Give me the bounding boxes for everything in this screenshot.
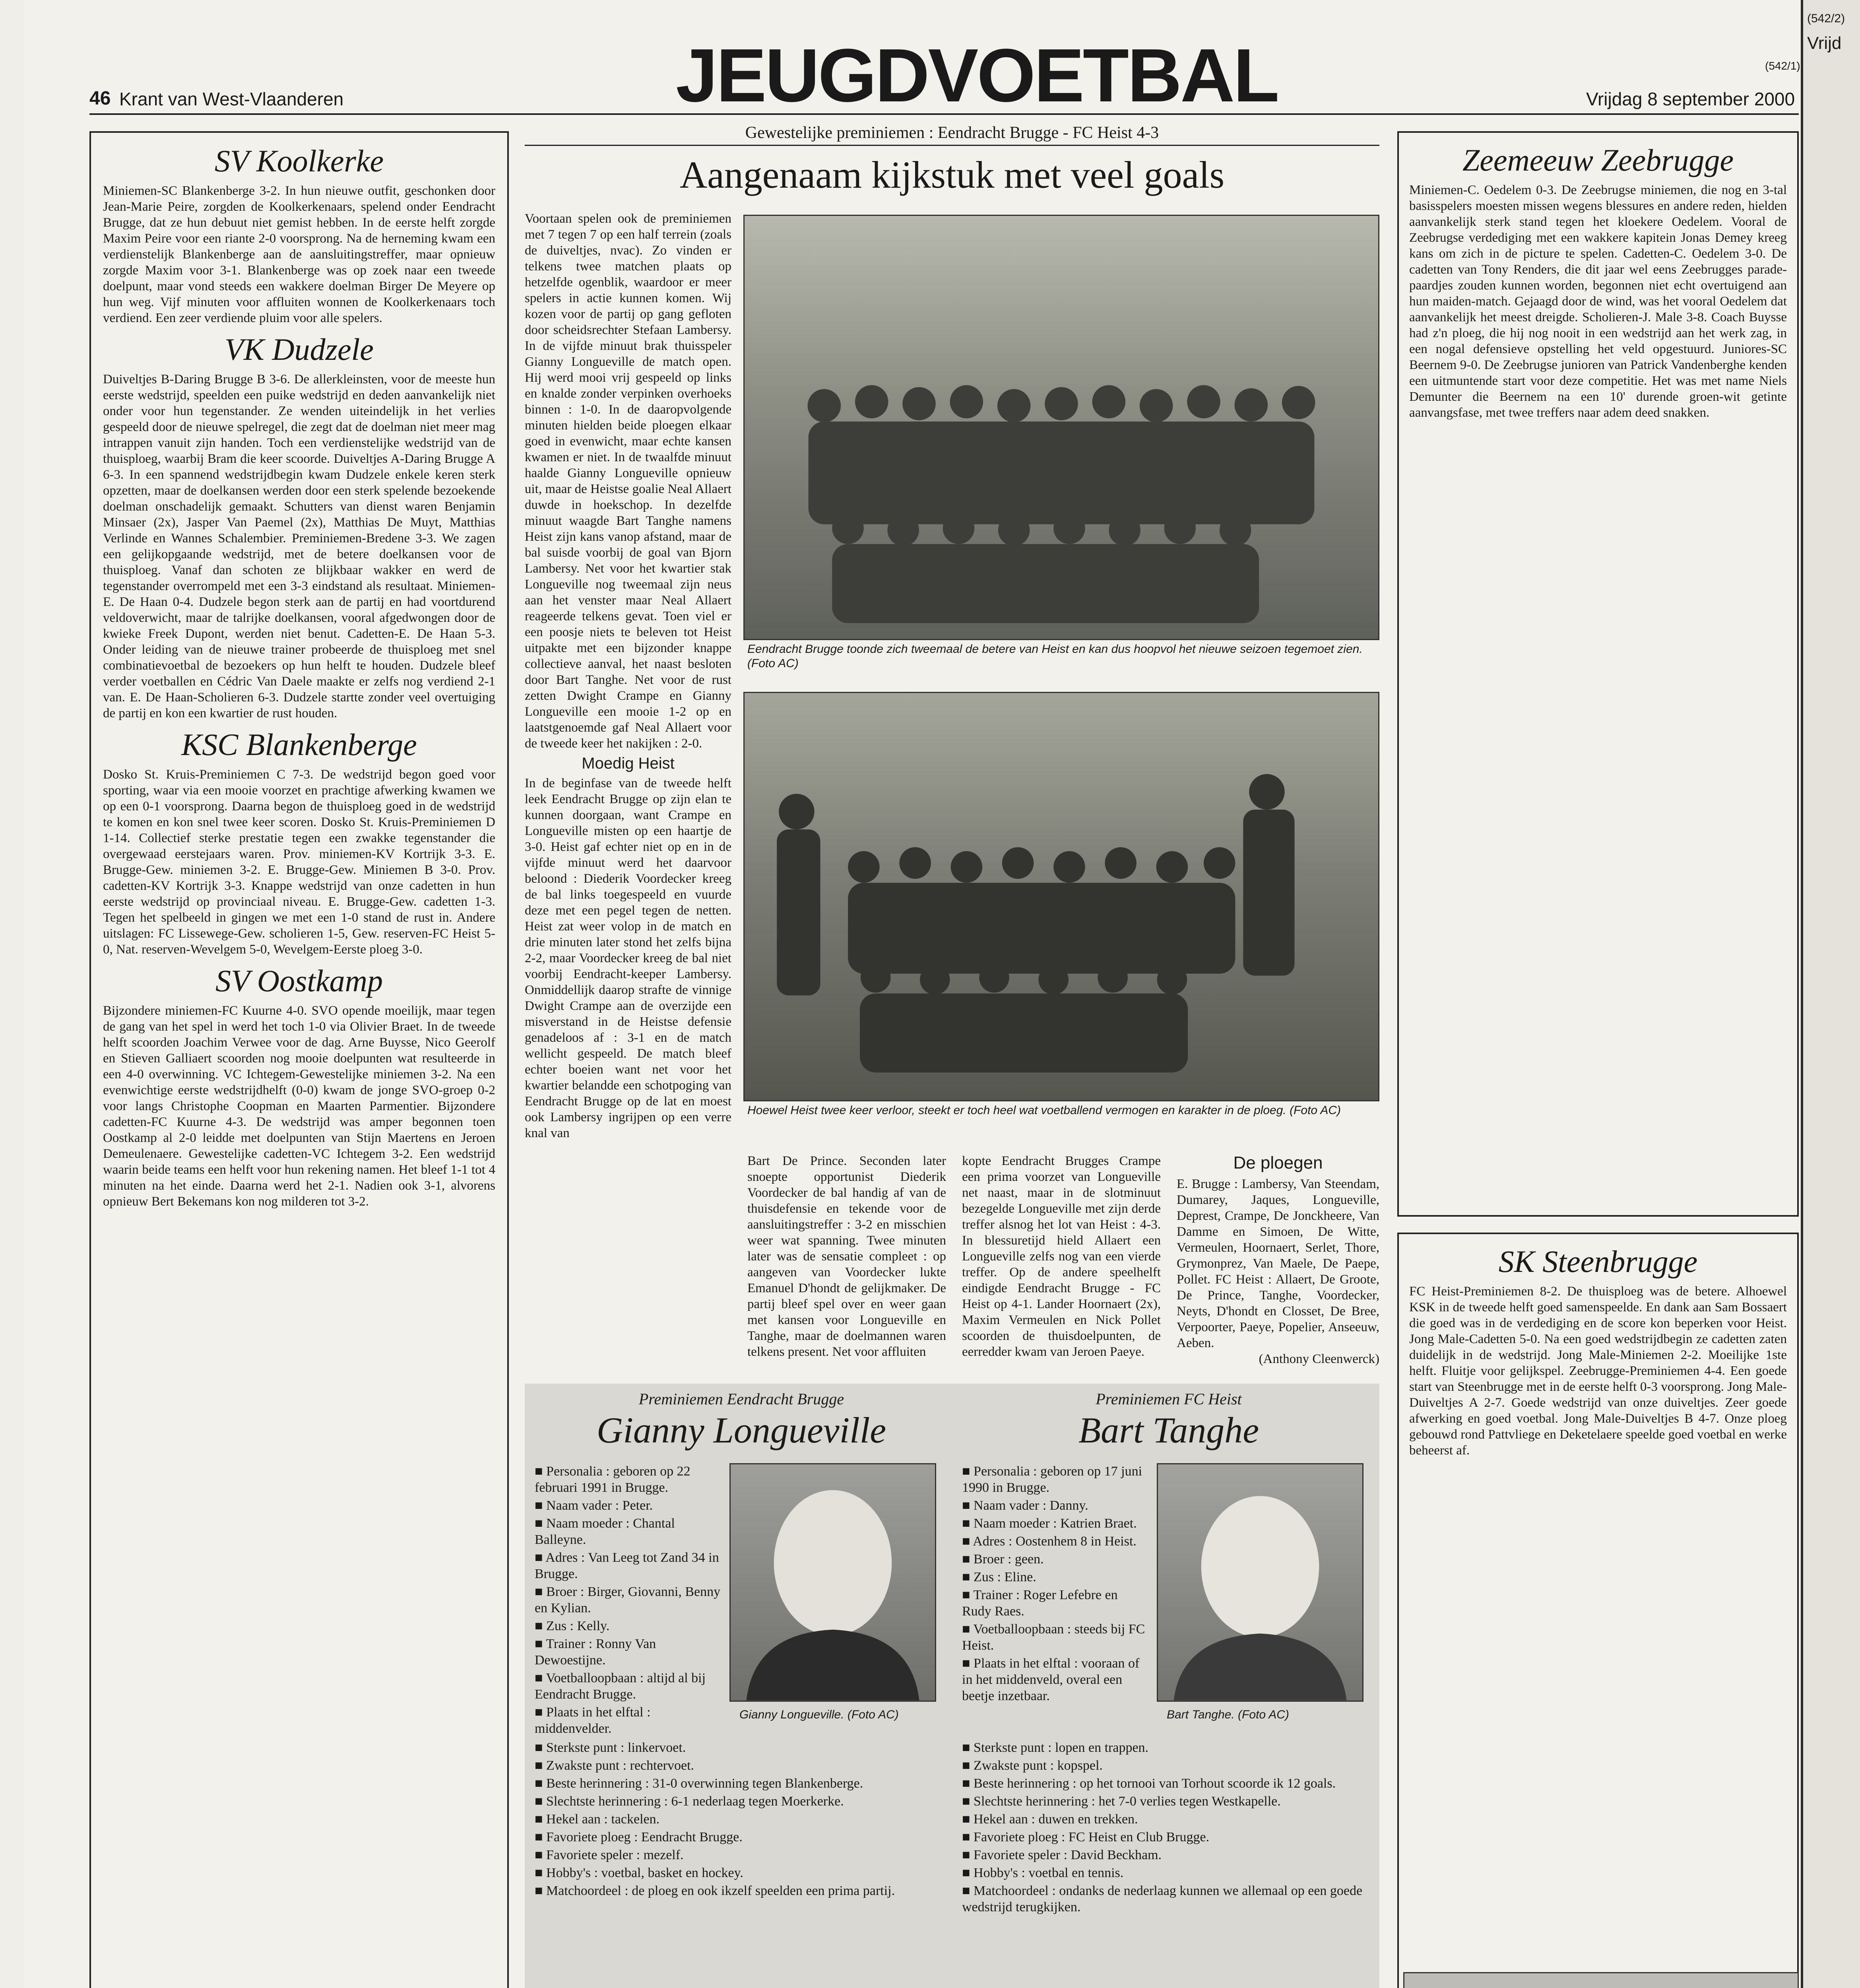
profile-fact: ■ Plaats in het elftal : middenvelder. xyxy=(535,1704,722,1737)
profile-facts-longueville xyxy=(535,1463,722,1738)
profile-name: Gianny Longueville xyxy=(596,1410,886,1450)
profile-fact: ■ Hobby's : voetbal en tennis. xyxy=(962,1865,1367,1881)
page-code: (542/1) xyxy=(1765,60,1800,72)
article-subhead: Moedig Heist xyxy=(582,755,675,772)
portrait-longueville xyxy=(729,1463,936,1702)
article-paragraph-1: Voortaan spelen ook de preminiemen met 7 tegen 7 op een half terrein (zoals de duiveltjes, nvac). Zo vinden er telkens twee matchen plaats op hetzelfde ogenblik, waardoor er meer spelers in actie kunnen komen. Wij kozen voor de partij op gang gefloten door scheidsrechter Stefaan Lambersy. In de vijfde minuut brak thuisspeler Gianny Longueville de match open. Hij werd mooi vrij gespeeld op links en knalde zonder verpinken overhoeks binnen : 1-0. In de daaropvolgende minuten hielden beide ploegen elkaar goed in evenwicht, maar echte kansen kwamen er niet. In de twaalfde minuut haalde Gianny Longueville opnieuw uit, maar de Heistse goalie Neal Allaert duwde in hoekschop. In dezelfde minuut waagde Bart Tanghe namens Heist zijn kans vanop afstand, maar de bal suisde voorbij de goal van Bjorn Lambersy. Net voor het kwartier stak Longueville nog tweemaal zijn neus aan het venster maar Neal Allaert reageerde telkens gevat. Toen viel er een poosje niets te beleven tot Heist uitpakte met een bijzonder knappe collectieve aanval, het naast besloten door Bart Tanghe. Net voor de rust zetten Dwight Crampe en Gianny Longueville een mooie 1-2 op en laatstgenoemde gaf Neal Allaert voor de tweede keer het nakijken : 2-0. xyxy=(525,212,731,751)
players-silhouettes-icon xyxy=(745,216,1378,639)
club-report-dudzele: Duiveltjes B-Daring Brugge B 3-6. De allerkleinsten, voor de meeste hun eerste wedstrijd, speelden een puike wedstrijd en deden aanvankelijk niet onder voor hun tegenstander. Ze wenden uiteindelijk in het verlies gespeeld door de nieuwe spelregel, die zegt dat de doelman niet meer mag intrappen vanuit zijn handen. Toch een verdienstelijke wedstrijd van de thuisploeg, waarbij Bram die keer scoorde. Duiveltjes A-Daring Brugge A 6-3. In een spannend wedstrijdbegin kwam Dudzele enkele keren sterk opzetten, maar de doelkansen werden door een sterk spelende bezoekende doelman onschadelijk gemaakt. Schutters van dienst waren Benjamin Minsaer (2x), Jasper Van Paemel (2x), Matthias De Muyt, Matthias Verlinde en Wannes Schalembier. Preminiemen-Bredene 3-3. We zagen een gelijkopgaande wedstrijd, met de betere doelkansen voor de thuisploeg. Vanaf dan schoten ze blijkbaar wakker en werd de tegenstander overrompeld met een 3-3 eindstand als resultaat. Miniemen-E. De Haan 0-4. Dudzele begon sterk aan de partij en had voortdurend veldoverwicht, maar de talrijke doelkansen, vooral afgedwongen door de kwieke Freek Dupont, werden niet benut. Cadetten-E. De Haan 5-3. Onder leiding van de nieuwe trainer probeerde de thuisploeg met snel combinatievoetbal de bezoekers op hun helft te houden. Dudzele bleef verder voetballen en Cédric Van Daele maakte er zelfs nog verdiend 2-1 van. E. De Haan-Scholieren 6-3. Dudzele startte zonder veel overtuiging de partij en kon een kwartier de rust houden. xyxy=(103,372,495,720)
profile-name: Bart Tanghe xyxy=(1078,1410,1259,1450)
portrait-longueville-caption: Gianny Longueville. (Foto AC) xyxy=(739,1708,899,1721)
profile-facts-tanghe xyxy=(962,1463,1149,1706)
article-text-column-1 xyxy=(525,211,731,1149)
profile-fact: ■ Sterkste punt : linkervoet. xyxy=(535,1740,940,1756)
players-silhouettes-icon xyxy=(745,693,1378,1100)
section-title: JEUGDVOETBAL xyxy=(676,33,1278,118)
profile-fact: ■ Personalia : geboren op 17 juni 1990 in Brugge. xyxy=(962,1463,1149,1496)
article-headline: Aangenaam kijkstuk met veel goals xyxy=(679,153,1225,196)
profile-facts-longueville-continued xyxy=(535,1740,940,1901)
profile-fact: ■ Adres : Van Leeg tot Zand 34 in Brugge. xyxy=(535,1549,722,1582)
profile-fact: ■ Beste herinnering : 31-0 overwinning tegen Blankenberge. xyxy=(535,1775,940,1792)
portrait-silhouette-icon xyxy=(731,1464,935,1701)
profile-facts-tanghe-continued xyxy=(962,1740,1367,1917)
profile-fact: ■ Personalia : geboren op 22 februari 1991 in Brugge. xyxy=(535,1463,722,1496)
profile-kicker: Preminiemen Eendracht Brugge xyxy=(638,1390,844,1408)
next-page-edge xyxy=(1801,0,1860,1988)
club-heading-zeemeeuw: Zeemeeuw Zeebrugge xyxy=(1462,143,1734,177)
footballer-photo-icon xyxy=(1404,1973,1799,1988)
profile-fact: ■ Trainer : Ronny Van Dewoestijne. xyxy=(535,1636,722,1668)
club-report-blankenberge: Dosko St. Kruis-Preminiemen C 7-3. De wedstrijd begon goed voor sporting, waar via een mooie voorzet en prachtige afwerking kwamen we op een 0-1 voorsprong. Daarna begon de thuisploeg goed in de wedstrijd te komen en kon snel twee keer scoren. Dosko St. Kruis-Preminiemen D 1-14. Collectief sterke prestatie tegen een zwakke tegenstander die overgewaad eerstejaars waren. Prov. miniemen-KV Kortrijk 3-3. E. Brugge-Gew. miniemen 3-2. E. Brugge-Gew. Miniemen B 3-0. Prov. cadetten-KV Kortrijk 3-3. Knappe wedstrijd van onze cadetten in hun eerste wedstrijd op provinciaal niveau. E. Brugge-Gew. cadetten 1-3. Tegen het spelbeeld in gingen we met een 1-0 stand de rust in. Andere uitslagen: FC Lissewege-Gew. scholieren 1-5, Gew. reserven-FC Heist 5-0, Nat. reserven-Wevelgem 5-0, Wevelgem-Eerste ploeg 3-0. xyxy=(103,767,495,957)
team-photo-eendracht-caption: Eendracht Brugge toonde zich tweemaal de betere van Heist en kan dus hoopvol het nieuwe seizoen tegemoet zien. (Foto AC) xyxy=(747,643,1363,670)
club-heading-steenbrugge: SK Steenbrugge xyxy=(1498,1244,1698,1279)
header-rule xyxy=(89,113,1799,115)
profile-fact: ■ Trainer : Roger Lefebre en Rudy Raes. xyxy=(962,1587,1149,1619)
club-heading-dudzele: VK Dudzele xyxy=(225,332,374,367)
profile-box-longueville xyxy=(535,1390,948,1988)
profile-fact: ■ Naam moeder : Chantal Balleyne. xyxy=(535,1515,722,1548)
profile-fact: ■ Beste herinnering : op het tornooi van Torhout scoorde ik 12 goals. xyxy=(962,1775,1367,1792)
article-byline: (Anthony Cleenwerck) xyxy=(1259,1352,1379,1366)
voetbaltoto-advert[interactable] xyxy=(1403,1972,1799,1988)
steenbrugge-box xyxy=(1397,1233,1799,1988)
profile-fact: ■ Naam vader : Danny. xyxy=(962,1497,1149,1514)
lineups-text: E. Brugge : Lambersy, Van Steendam, Dumarey, Jaques, Longueville, Deprest, Crampe, De Jonckheere, Van Damme en Simoen, De Witte, Vermeulen, Hoornaert, Serlet, Thore, Grymonprez, Van Maele, De Paepe, Pollet. FC Heist : Allaert, De Groote, De Prince, Tanghe, Voordecker, Neyts, D'hondt en Closset, De Bree, Verpoorter, Paeye, Popelier, Anseeuw, Aeben. xyxy=(1177,1177,1379,1350)
profile-fact: ■ Hekel aan : tackelen. xyxy=(535,1811,940,1827)
profile-fact: ■ Naam moeder : Katrien Braet. xyxy=(962,1515,1149,1532)
profile-fact: ■ Slechtste herinnering : 6-1 nederlaag tegen Moerkerke. xyxy=(535,1793,940,1809)
team-photo-heist-caption: Hoewel Heist twee keer verloor, steekt er toch heel wat voetballend vermogen en karakter in de ploeg. (Foto AC) xyxy=(747,1104,1341,1117)
profile-fact: ■ Sterkste punt : lopen en trappen. xyxy=(962,1740,1367,1756)
zeemeeuw-box xyxy=(1397,131,1799,1217)
profile-fact: ■ Voetballoopbaan : steeds bij FC Heist. xyxy=(962,1621,1149,1654)
club-heading-blankenberge: KSC Blankenberge xyxy=(181,727,417,762)
club-heading-koolkerke: SV Koolkerke xyxy=(214,144,384,178)
profile-fact: ■ Naam vader : Peter. xyxy=(535,1497,722,1514)
profile-fact: ■ Zwakste punt : rechtervoet. xyxy=(535,1757,940,1774)
profile-fact: ■ Matchoordeel : de ploeg en ook ikzelf speelden een prima partij. xyxy=(535,1883,940,1899)
profile-box-tanghe xyxy=(962,1390,1375,1988)
lineups-box xyxy=(1177,1153,1379,1376)
team-photo-eendracht xyxy=(743,215,1379,640)
club-heading-oostkamp: SV Oostkamp xyxy=(215,963,383,998)
newspaper-name: Krant van West-Vlaanderen xyxy=(119,89,344,109)
profile-fact: ■ Zus : Eline. xyxy=(962,1569,1149,1585)
profile-fact: ■ Favoriete speler : David Beckham. xyxy=(962,1847,1367,1863)
profile-fact: ■ Favoriete speler : mezelf. xyxy=(535,1847,940,1863)
next-page-word: Vrijd xyxy=(1807,33,1842,53)
profile-fact: ■ Broer : Birger, Giovanni, Benny en Kylian. xyxy=(535,1584,722,1616)
profile-fact: ■ Favoriete ploeg : FC Heist en Club Brugge. xyxy=(962,1829,1367,1845)
lineups-title: De ploegen xyxy=(1233,1153,1323,1173)
issue-date: Vrijdag 8 september 2000 xyxy=(1586,89,1795,109)
profile-fact: ■ Zwakste punt : kopspel. xyxy=(962,1757,1367,1774)
profile-fact: ■ Hobby's : voetbal, basket en hockey. xyxy=(535,1865,940,1881)
portrait-tanghe xyxy=(1157,1463,1363,1702)
article-text-column-2: Bart De Prince. Seconden later snoepte opportunist Diederik Voordecker de bal handig af van de thuisdefensie en tekende voor de aansluitingstreffer : 3-2 en misschien weer wat spanning. Twee minuten later was de sensatie compleet : op aangeven van Voordecker lukte Emanuel D'hondt de gelijkmaker. De partij bleef spel over en weer gaan met kansen voor Longueville en Tanghe, maar de doelmannen waren telkens present. Net voor affluiten xyxy=(747,1154,946,1359)
next-page-code: (542/2) xyxy=(1807,12,1845,25)
profile-fact: ■ Adres : Oostenhem 8 in Heist. xyxy=(962,1533,1149,1549)
portrait-silhouette-icon xyxy=(1158,1464,1362,1701)
club-report-steenbrugge: FC Heist-Preminiemen 8-2. De thuisploeg was de betere. Alhoewel KSK in de tweede helft goed samenspeelde. En dank aan Sam Bossaert die goed was in de verdediging en de score kon beperken voor Heist. Jong Male-Cadetten 5-0. Na een goed wedstrijdbegin ze cadetten zaten duidelijk in de wedstrijd. Jong Male-Miniemen 2-2. Moeilijke 1ste helft. Fluitje voor gelijkspel. Zeebrugge-Preminiemen 4-4. Een goede start van Steenbrugge met in de eerste helft 0-3 voorsprong. Jong Male-Duiveltjes A 2-7. Goede wedstrijd van onze duiveltjes. Zeer goede afwerking en goed voetbal. Jong Male-Duiveltjes B 4-7. Onze ploeg gebouwd rond Pattvliege en Deketelaere speelde goed voetbal en werke beheerst af. xyxy=(1409,1284,1787,1458)
portrait-tanghe-caption: Bart Tanghe. (Foto AC) xyxy=(1167,1708,1289,1721)
club-news-column xyxy=(89,131,509,1988)
team-photo-heist xyxy=(743,692,1379,1101)
profile-fact: ■ Slechtste herinnering : het 7-0 verlies tegen Westkapelle. xyxy=(962,1793,1367,1809)
profile-fact: ■ Voetballoopbaan : altijd al bij Eendracht Brugge. xyxy=(535,1670,722,1703)
article-paragraph-2: In de beginfase van de tweede helft leek Eendracht Brugge op zijn elan te kunnen doorgaan, want Crampe en Longueville misten op een haartje de 3-0. Heist gaf echter niet op en in de vijfde minuut werd het daarvoor beloond : Diederik Voordecker kreeg de bal links toegespeeld en vuurde deze met een pegel tegen de netten. Heist zat weer volop in de match en drie minuten later stond het zelfs bijna 2-2, maar Voordecker kreeg de bal niet voorbij Eendracht-keeper Lambersy. Onmiddellijk daarop strafte de vinnige Dwight Crampe aan de overzijde een misverstand in de Heistse defensie genadeloos af : 3-1 en de match wellicht gespeeld. De match bleef echter boeien want net voor het kwartier belandde een schotpoging van Eendracht Brugge op de lat en moest ook Lambersy ingrijpen op een verre knal van xyxy=(525,776,731,1140)
profile-kicker: Preminiemen FC Heist xyxy=(1096,1390,1242,1408)
club-report-koolkerke: Miniemen-SC Blankenberge 3-2. In hun nieuwe outfit, geschonken door Jean-Marie Peire, zorgden de Koolkerkenaars, spelend onder Eendracht Brugge, dat ze hun debuut niet gemist hebben. In de eerste helft zorgde Maxim Peire voor een riante 2-0 voorsprong. Na de herneming kwam een verdienstelijk Blankenberge aan de aansluitingstreffer, maar opnieuw zorgde Maxim voor 3-1. Blankenberge was op zoek naar een tweede doelpunt, maar vond steeds een wakkere doelman Birger De Meyere op hun weg. Vijf minuten voor affluiten wonnen de Koolkerkenaars toch verdiend. Een zeer verdiende pluim voor alle spelers. xyxy=(103,184,495,325)
profile-fact: ■ Plaats in het elftal : vooraan of in het middenveld, overal een beetje inzetbaar. xyxy=(962,1655,1149,1704)
article-kicker: Gewestelijke preminiemen : Eendracht Brugge - FC Heist 4-3 xyxy=(525,123,1379,146)
profile-fact: ■ Matchoordeel : ondanks de nederlaag kunnen we allemaal op een goede wedstrijd terugkijken. xyxy=(962,1883,1367,1915)
club-report-oostkamp: Bijzondere miniemen-FC Kuurne 4-0. SVO opende moeilijk, maar tegen de gang van het spel in werd het toch 1-0 via Olivier Braet. In de tweede helft scoorden Joachim Verwee voor de dag. Arne Buysse, Nico Geerolf en Stieven Galliaert scoorden nog mooie doelpunten wat resulteerde in een 4-0 overwinning. VC Ichtegem-Gewestelijke miniemen 3-2. Na een evenwichtige eerste wedstrijdhelft (0-0) kwam de jonge SVO-groep 0-2 voor langs Christophe Coopman en Maarten Parmentier. Bijzondere cadetten-FC Kuurne 4-3. De wedstrijd was amper begonnen toen Oostkamp al 2-0 leidde met doelpunten van Stijn Maertens en Jeroen Demeulenaere. Gewestelijke cadetten-VC Ichtegem 3-2. Een wedstrijd waarin beide teams een helft voor hun rekening namen. Het bleef 1-1 tot 4 minuten na het einde. Daarna werd het 2-1. Nadien ook 3-1, alvorens opnieuw Bert Bekemans kon nog milderen tot 3-2. xyxy=(103,1004,495,1209)
club-report-zeemeeuw: Miniemen-C. Oedelem 0-3. De Zeebrugse miniemen, die nog en 3-tal basisspelers moesten missen wegens blessures en andere reden, hielden aanvankelijk sterk stand tegen het kloekere Oedelem. Vooral de Zeebrugse verdediging met een wakkere kapitein Jonas Demey kreeg kans om zich in de picture te spelen. Cadetten-C. Oedelem 3-0. De cadetten van Tony Renders, die dit jaar wel eens Zeebrugges parade-paardjes zouden kunnen worden, begonnen niet echt overtuigend aan hun maiden-match. Gejaagd door de wind, was het vooral Oedelem dat aanvankelijk het meest dreigde. Scholieren-J. Male 3-8. Coach Buysse had z'n ploeg, die hij nog nooit in een wedstrijd aan het werk zag, in een nogal defensieve opstelling het veld opgestuurd. Juniores-SC Beernem 9-0. De Zeebrugse junioren van Patrick Vandenberghe kenden een uitmuntende start voor deze competitie. Het was met name Niels Demunter die Beernem na een 10' durende groen-wit getinte aanvangsfase, met twee treffers naar adem deed snakken. xyxy=(1409,183,1787,420)
page-number: 46 xyxy=(89,88,111,109)
article-text-column-3: kopte Eendracht Brugges Crampe een prima voorzet van Longueville net naast, maar in de slotminuut bezegelde Longueville met zijn derde treffer alsnog het lot van Heist : 4-3. In blessuretijd hield Allaert een Longueville zelfs nog van een vierde treffer. Op de andere speelhelft eindigde Eendracht Brugge - FC Heist op 4-1. Lander Hoornaert (2x), Maxim Vermeulen en Nick Pollet scoorden de thuisdoelpunten, de eerredder kwam van Jeroen Paeye. xyxy=(962,1154,1161,1359)
profile-fact: ■ Favoriete ploeg : Eendracht Brugge. xyxy=(535,1829,940,1845)
profile-fact: ■ Broer : geen. xyxy=(962,1551,1149,1567)
profile-fact: ■ Hekel aan : duwen en trekken. xyxy=(962,1811,1367,1827)
profile-fact: ■ Zus : Kelly. xyxy=(535,1618,722,1634)
